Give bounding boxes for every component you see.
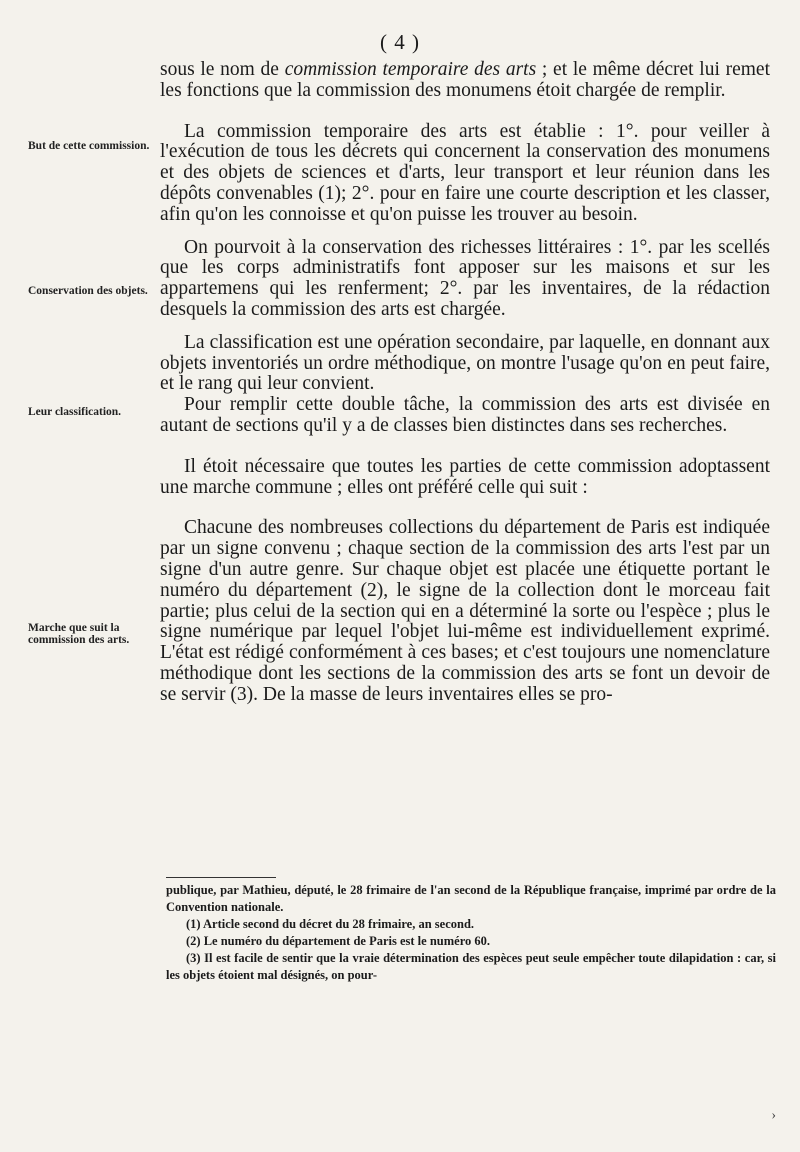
paragraph-procedure: Chacune des nombreuses collections du département de Paris est indiquée par un signe convenu ; chaque section de la commission des arts l'est par un signe d'un autre genre. Sur chaque objet est placée une étiquette portant le numéro du département (2), le signe de la collection dont le morceau fait partie; plus celui de la section qui en a déterminé la sorte ou l'espèce ; plus le signe numérique par lequel l'objet lui-même est individuellement exprimé. L'état est rédigé conformément à ces bases; et c'est toujours une nomenclature méthodique dont les sections de la commission des arts se font un devoir de se servir (3). De la masse de leurs inventaires elles se pro- — [160, 517, 770, 705]
margin-note-conservation: Conservation des objets. — [28, 285, 148, 297]
paragraph-classification: La classification est une opération secondaire, par laquelle, en donnant aux objets inventoriés un ordre méthodique, on montre l'usage qu'on en peut faire, et le rang qui leur convient. — [160, 331, 770, 395]
footnote-3: (3) Il est facile de sentir que la vraie détermination des espèces peut seule empêcher toute dilapidation : car, si les objets étoient mal désignés, on pour- — [166, 951, 776, 982]
paragraph-conservation: On pourvoit à la conservation des richesses littéraires : 1°. par les scellés que les corps administratifs font apposer sur les maisons et sur les appartemens qui les renferment; 2°. par les inventaires, de la rédaction desquels la commission des arts est chargée. — [160, 236, 770, 320]
text-span: sous le nom de — [160, 59, 285, 80]
paper-speck-icon: › — [771, 1108, 776, 1123]
footnote-rule — [166, 877, 276, 878]
footnote-1: (1) Article second du décret du 28 frimaire, an second. — [186, 917, 475, 931]
margin-note-classification: Leur classification. — [28, 406, 122, 418]
margin-note-purpose: But de cette commission. — [28, 140, 150, 152]
footnote-2: (2) Le numéro du département de Paris est le numéro 60. — [186, 934, 491, 948]
text-span: ; et le même décret lui remet les fonctions que la commission des monumens étoit chargée de remplir. — [160, 59, 770, 101]
footnote-continuation: publique, par Mathieu, député, le 28 frimaire de l'an second de la République française, imprimé par ordre de la Convention nationale. — [166, 883, 776, 914]
page-number: ( 4 ) — [380, 30, 420, 54]
paragraph-procedure-intro: Il étoit nécessaire que toutes les parties de cette commission adoptassent une marche commune ; elles ont préféré celle qui suit : — [160, 455, 770, 498]
paragraph-continuation — [160, 60, 770, 102]
main-text — [160, 60, 770, 706]
paragraph-purpose: La commission temporaire des arts est établie : 1°. pour veiller à l'exécution de tous les décrets qui concernent la conservation des monumens et des objets de sciences et d'arts, leur transport et leur réunion dans les dépôts convenables (1); 2°. pour en faire une courte description et les classer, afin qu'on les connoisse et qu'on puisse les trouver au besoin. — [160, 120, 770, 225]
italic-title: commission temporaire des arts — [284, 59, 537, 80]
footnotes — [166, 882, 776, 984]
margin-note-procedure: Marche que suit la commission des arts. — [28, 622, 130, 646]
paragraph-sections: Pour remplir cette double tâche, la commission des arts est divisée en autant de sections qu'il y a de classes bien distinctes dans ses recherches. — [160, 394, 770, 436]
